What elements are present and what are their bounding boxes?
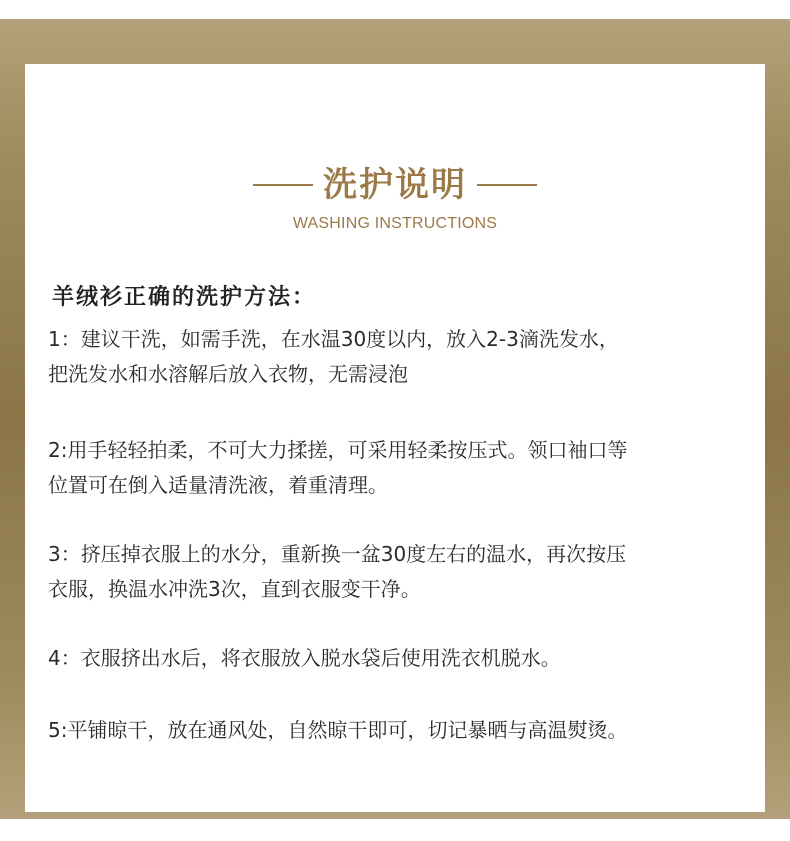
section-title: 羊绒衫正确的洗护方法： [52,285,317,310]
heading-right-rule [477,184,537,186]
step-5 [48,713,627,748]
step-3-line-1: 3：挤压掉衣服上的水分，重新换一盆30度左右的温水，再次按压 [48,542,627,566]
step-3-line-2: 衣服，换温水冲洗3次，直到衣服变干净。 [48,577,421,601]
step-2 [48,433,627,503]
step-2-line-1: 2:用手轻轻拍柔，不可大力揉搓，可采用轻柔按压式。领口袖口等 [48,438,628,462]
heading [25,162,765,208]
heading-left-rule [253,184,313,186]
step-5-line-1: 5:平铺晾干，放在通风处，自然晾干即可，切记暴晒与高温熨烫。 [48,718,628,742]
page-subtitle: WASHING INSTRUCTIONS [292,215,498,232]
step-4 [48,641,561,676]
gold-frame [0,19,790,819]
step-3 [48,537,626,607]
step-1-line-1: 1：建议干洗，如需手洗，在水温30度以内，放入2-3滴洗发水， [48,327,619,351]
step-2-line-2: 位置可在倒入适量清洗液，着重清理。 [48,473,388,497]
step-1-line-2: 把洗发水和水溶解后放入衣物，无需浸泡 [48,362,408,386]
page-title: 洗护说明 [323,165,467,205]
step-1 [48,322,619,392]
instructions-card [25,64,765,812]
step-4-line-1: 4：衣服挤出水后，将衣服放入脱水袋后使用洗衣机脱水。 [48,646,561,670]
